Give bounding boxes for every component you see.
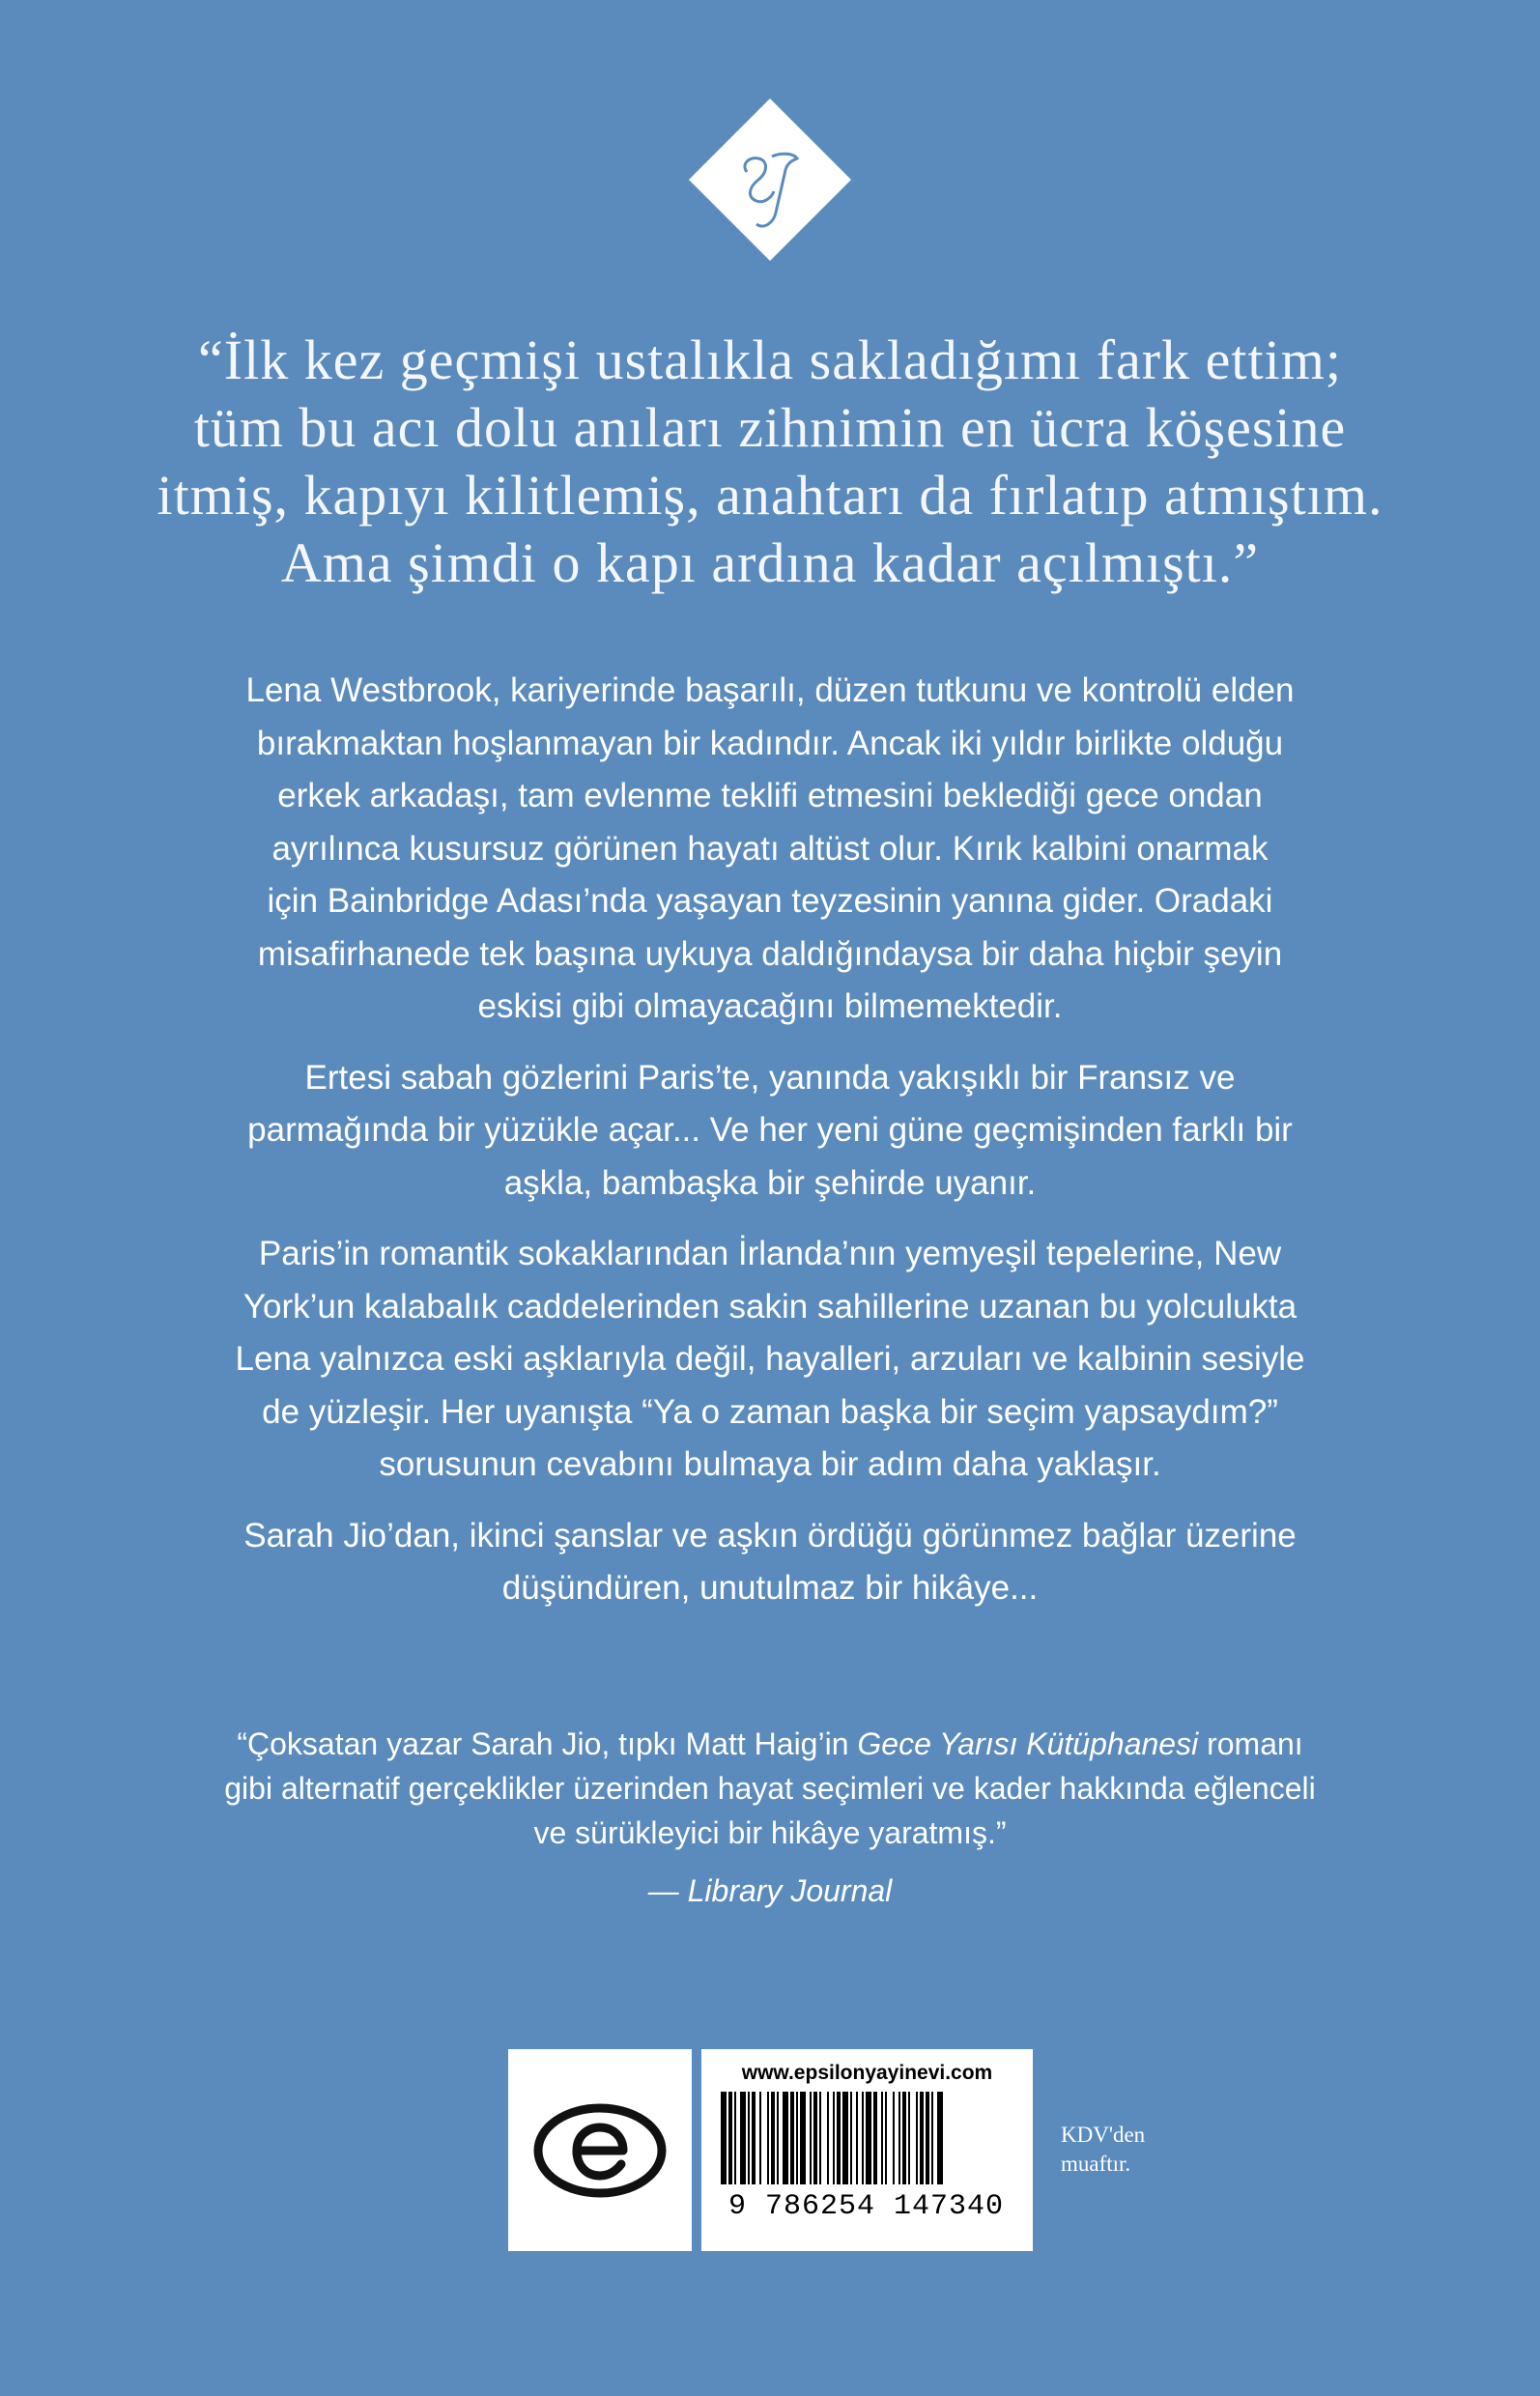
- tax-note-line: KDV'den: [1061, 2123, 1146, 2147]
- blurb-line: Paris’in romantik sokaklarından İrlanda’nın yemyeşil tepelerine, New: [258, 1235, 1282, 1272]
- barcode-icon: [715, 2092, 1019, 2188]
- review-line: [126, 1722, 1414, 1766]
- pull-quote-line: Ama şimdi o kapı ardına kadar açılmıştı.”: [280, 531, 1260, 594]
- blurb-line: ayrılınca kusursuz görünen hayatı altüst olur. Kırık kalbini onarmak: [271, 829, 1269, 868]
- publisher-logo-box: [508, 2049, 692, 2251]
- sj-monogram-logo: [687, 97, 853, 263]
- pull-quote-line: “İlk kez geçmişi ustalıkla sakladığımı fark ettim;: [198, 328, 1342, 391]
- blurb-line: sorusunun cevabını bulmaya bir adım daha yaklaşır.: [379, 1445, 1161, 1483]
- blurb-line: de yüzleşir. Her uyanışta “Ya o zaman başka bir seçim yapsaydım?”: [262, 1392, 1278, 1431]
- blurb-line: aşkla, bambaşka bir şehirde uyanır.: [503, 1163, 1037, 1202]
- blurb-line: eskisi gibi olmayacağını bilmemektedir.: [477, 987, 1063, 1025]
- blurb-line: Lena yalnızca eski aşklarıyla değil, hayalleri, arzuları ve kalbinin sesiyle: [235, 1340, 1305, 1378]
- blurb-paragraph: [126, 1510, 1414, 1615]
- blurb-line: Lena Westbrook, kariyerinde başarılı, düzen tutkunu ve kontrolü elden: [245, 671, 1295, 709]
- pull-quote-line: tüm bu acı dolu anıları zihnimin en ücra köşesine: [193, 396, 1347, 459]
- blurb-line: bırakmaktan hoşlanmayan bir kadındır. Ancak iki yıldır birlikte olduğu: [256, 724, 1284, 762]
- blurb-line: erkek arkadaşı, tam evlenme teklifi etmesini beklediği gece ondan: [277, 777, 1263, 814]
- review-text: romanı: [1198, 1726, 1303, 1761]
- tax-note-line: muaftır.: [1061, 2152, 1131, 2176]
- publisher-website: www.epsilonyayinevi.com: [741, 2062, 993, 2084]
- review-book-title: Gece Yarısı Kütüphanesi: [857, 1726, 1199, 1761]
- epsilon-publisher-logo-icon: [532, 2102, 668, 2199]
- book-blurb: [126, 665, 1414, 1634]
- isbn-digits: 9 786254 147340: [728, 2190, 1005, 2223]
- blurb-line: düşündüren, unutulmaz bir hikâye...: [501, 1569, 1039, 1607]
- tax-exempt-note: [1061, 2121, 1196, 2179]
- review-text: “Çoksatan yazar Sarah Jio, tıpkı Matt Haig’in: [237, 1726, 858, 1761]
- blurb-line: York’un kalabalık caddelerinden sakin sahillerine uzanan bu yolculukta: [242, 1287, 1298, 1326]
- review-line: ve sürükleyici bir hikâye yaratmış.”: [533, 1815, 1007, 1850]
- pull-quote-line: itmiş, kapıyı kilitlemiş, anahtarı da fırlatıp atmıştım.: [157, 464, 1383, 527]
- blurb-paragraph: [126, 665, 1414, 1034]
- isbn-barcode-box: [701, 2049, 1033, 2251]
- review-line: gibi alternatif gerçeklikler üzerinden hayat seçimleri ve kader hakkında eğlenceli: [224, 1771, 1316, 1806]
- blurb-line: için Bainbridge Adası’nda yaşayan teyzesinin yanına gider. Oradaki: [267, 882, 1273, 920]
- pull-quote: [77, 327, 1463, 597]
- blurb-line: Sarah Jio’dan, ikinci şanslar ve aşkın ördüğü görünmez bağlar üzerine: [243, 1516, 1297, 1555]
- review-attribution: — Library Journal: [647, 1873, 893, 1908]
- blurb-line: parmağında bir yüzükle açar... Ve her yeni güne geçmişinden farklı bir: [247, 1111, 1293, 1149]
- press-review: [126, 1722, 1414, 1913]
- blurb-paragraph: [126, 1052, 1414, 1211]
- blurb-line: Ertesi sabah gözlerini Paris’te, yanında yakışıklı bir Fransız ve: [304, 1058, 1236, 1097]
- blurb-line: misafirhanede tek başına uykuya daldığındaysa bir daha hiçbir şeyin: [257, 934, 1283, 973]
- blurb-paragraph: [126, 1228, 1414, 1492]
- sj-monogram-diamond-icon: [687, 97, 853, 263]
